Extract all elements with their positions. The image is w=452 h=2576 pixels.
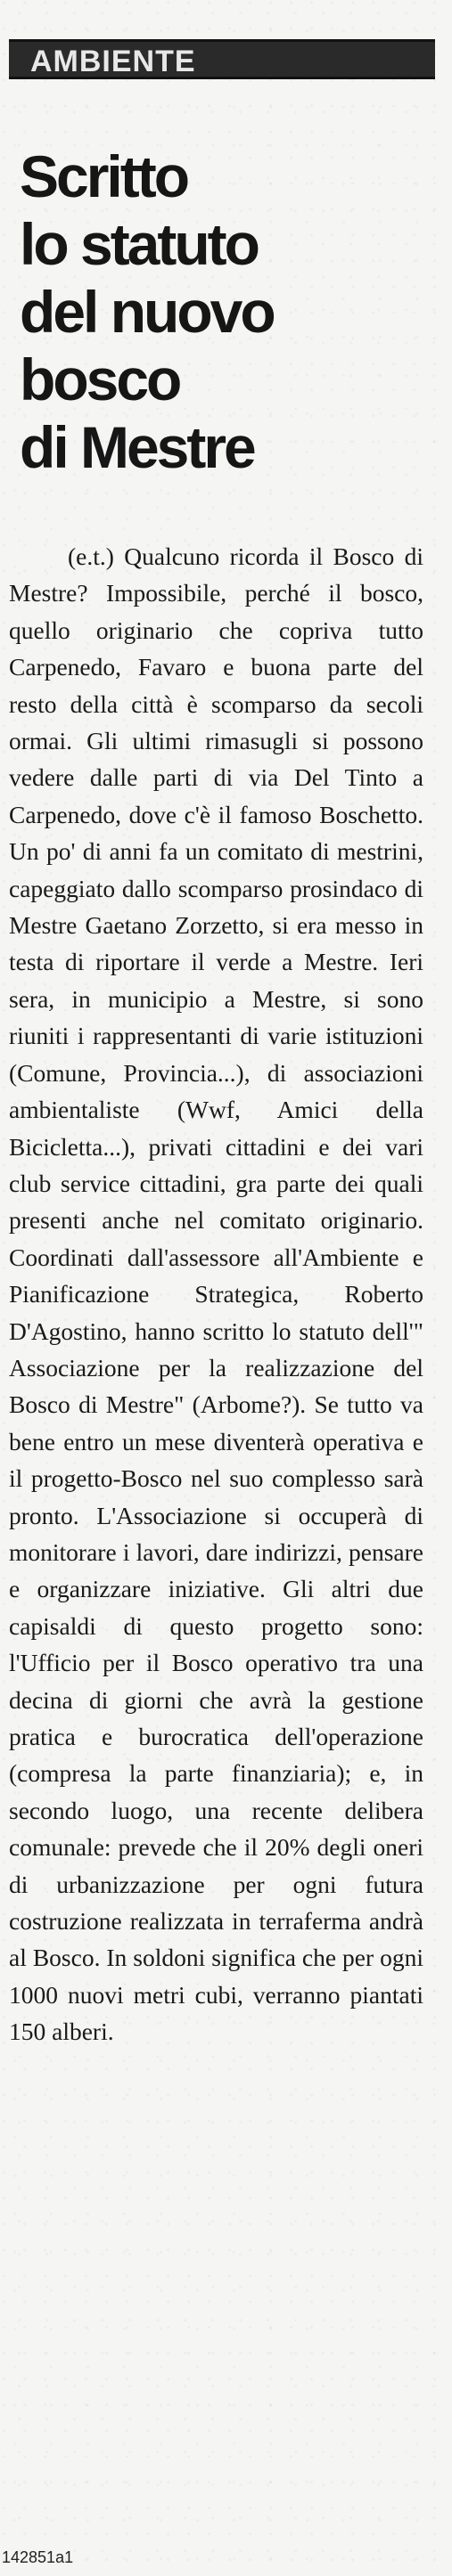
- headline-line: Scritto: [20, 143, 188, 209]
- headline-line: di Mestre: [20, 414, 254, 480]
- clipping-code: 142851a1: [2, 2548, 74, 2566]
- headline-line: bosco: [20, 346, 180, 412]
- section-banner: [9, 39, 435, 79]
- article-body: (e.t.) Qualcuno ricorda il Bosco di Mestre? Impossibile, perché il bosco, quello originario che copriva tutto Carpenedo, Favaro e buona parte del resto della città è scomparso da secoli ormai. Gli ultimi rimasugli si possono vedere dalle parti di via Del Tinto a Carpenedo, dove c'è il famoso Boschetto. Un po' di anni fa un comitato di mestrini, capeggiato dallo scomparso prosindaco di Mestre Gaetano Zorzetto, si era messo in testa di riportare il verde a Mestre. Ieri sera, in municipio a Mestre, si sono riuniti i rappresentanti di varie istituzioni (Comune, Provincia...), di associazioni ambientaliste (Wwf, Amici della Bicicletta...), privati cittadini e dei vari club service cittadini, gra parte dei quali presenti anche nel comitato originario. Coordinati dall'assessore all'Ambiente e Pianificazione Strategica, Roberto D'Agostino, hanno scritto lo statuto dell'" Associazione per la realizzazione del Bosco di Mestre" (Arbome?). Se tutto va bene entro un mese diventerà operativa e il progetto-Bosco nel suo complesso sarà pronto. L'Associazione si occuperà di monitorare i lavori, dare indirizzi, pensare e organizzare iniziative. Gli altri due capisaldi di questo progetto sono: l'Ufficio per il Bosco operativo tra una decina di giorni che avrà la gestione pratica e burocratica dell'operazione (compresa la parte finanziaria); e, in secondo luogo, una recente delibera comunale: prevede che il 20% degli oneri di urbanizzazione per ogni futura costruzione realizzata in terraferma andrà al Bosco. In soldoni significa che per ogni 1000 nuovi metri cubi, verranno piantati 150 alberi.: [9, 542, 423, 2046]
- headline-line: del nuovo: [20, 279, 274, 345]
- headline-line: lo statuto: [20, 211, 258, 277]
- section-rubric: AMBIENTE: [30, 45, 196, 78]
- headline: [20, 143, 439, 481]
